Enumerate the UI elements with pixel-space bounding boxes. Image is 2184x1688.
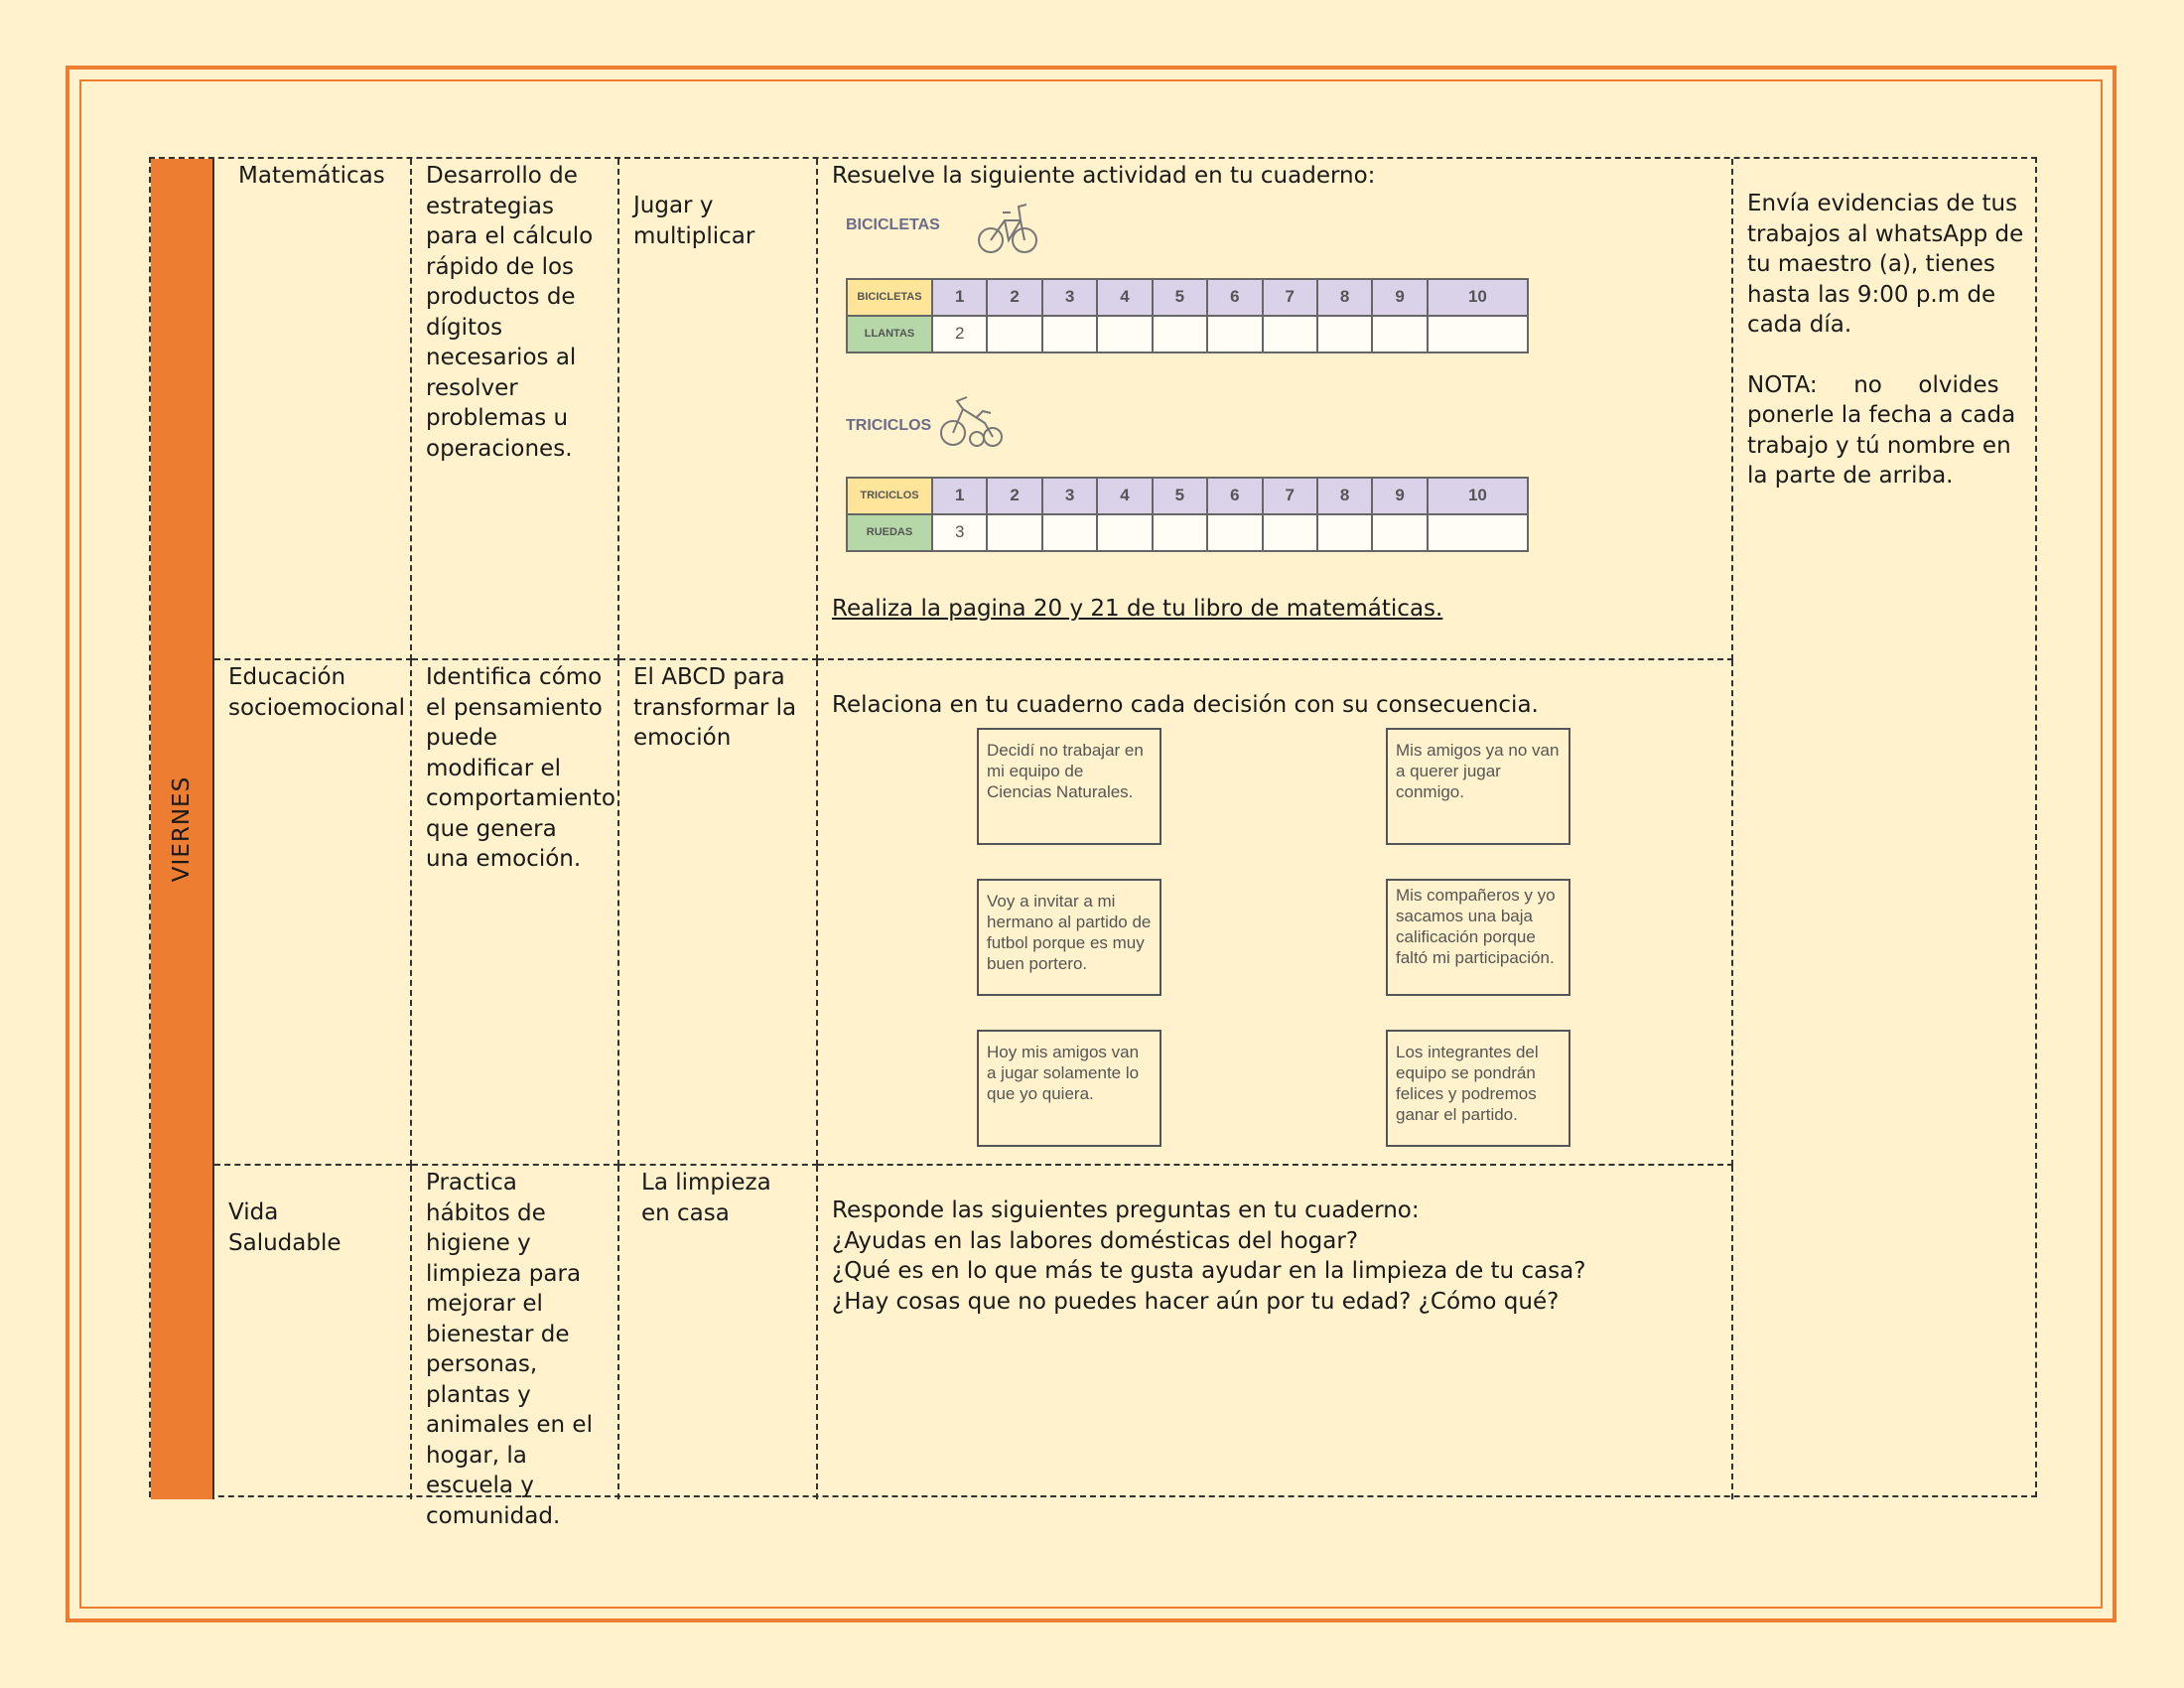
note-cell [1733, 159, 2039, 1499]
table-cell [1372, 316, 1427, 352]
table-cell: 7 [1263, 478, 1317, 514]
bicycles-label: BICICLETAS [846, 216, 940, 233]
reminder-line: trabajo y tú nombre en [1747, 432, 2011, 459]
decision-card: Decidí no trabajar en mi equipo de Ciencias Naturales. [977, 728, 1161, 845]
learning-cell-health [412, 1166, 619, 1529]
table-cell [1263, 316, 1317, 352]
reminder-line: ponerle la fecha a cada [1747, 402, 2016, 428]
day-column [151, 159, 214, 1499]
topic-text: El ABCD para transformar la emoción [633, 664, 797, 751]
table-cell: 2 [987, 279, 1041, 316]
consequence-card: Mis compañeros y yo sacamos una baja calificación porque faltó mi participación. [1386, 879, 1570, 996]
table-cell [1372, 514, 1427, 551]
consequence-card: Mis amigos ya no van a querer jugar conmigo. [1386, 728, 1570, 845]
question-item: ¿Ayudas en las labores domésticas del hogar? [832, 1227, 1359, 1254]
table-cell: 5 [1153, 279, 1207, 316]
table-cell [1153, 316, 1207, 352]
learning-cell-math [412, 159, 619, 660]
table-cell [1263, 514, 1317, 551]
table-cell [1042, 514, 1097, 551]
subject-label: Educación socioemocional [228, 664, 405, 721]
learning-text: Desarrollo de estrategias para el cálculo rápido de los productos de dígitos necesarios al resolver problemas u operaciones. [426, 163, 594, 462]
topic-cell-emotional [619, 660, 818, 1166]
bicycle-icon [975, 195, 1040, 260]
table-cell: 2 [932, 316, 987, 352]
table-cell: 4 [1097, 478, 1152, 514]
table-cell: 9 [1372, 279, 1427, 316]
tricycles-table [846, 477, 1529, 552]
table-cell: 6 [1207, 478, 1262, 514]
table-cell: 2 [987, 478, 1041, 514]
table-cell [1207, 316, 1262, 352]
spacer [1747, 341, 2025, 370]
activity-instruction: Relaciona en tu cuaderno cada decisión con su consecuencia. [832, 692, 1539, 718]
table-cell [1097, 316, 1152, 352]
table-cell: 9 [1372, 478, 1427, 514]
table-cell: 10 [1428, 279, 1528, 316]
reminder-line: la parte de arriba. [1747, 463, 1954, 489]
table-cell: 3 [1042, 478, 1097, 514]
table-cell: 1 [932, 478, 987, 514]
tricycles-label: TRICICLOS [846, 417, 932, 434]
table-cell: 8 [1317, 478, 1372, 514]
table-cell [1207, 514, 1262, 551]
topic-cell-math [619, 159, 818, 660]
question-item: ¿Hay cosas que no puedes hacer aún por tu edad? ¿Cómo qué? [832, 1288, 1560, 1315]
learning-text: Identifica cómo el pensamiento puede modificar el comportamiento que genera una emoción. [426, 664, 615, 872]
evidence-note: Envía evidencias de tus trabajos al whatsApp de tu maestro (a), tienes hasta las 9:00 p.m de cada día. [1747, 191, 2024, 338]
table-cell [987, 514, 1041, 551]
table-row-label: RUEDAS [847, 514, 932, 551]
activity-cell-math [818, 159, 1733, 660]
subject-cell-math [214, 159, 412, 660]
tricycle-icon [937, 389, 1013, 451]
table-row-label: LLANTAS [847, 316, 932, 352]
activity-cell-health [818, 1166, 1733, 1499]
table-cell [1042, 316, 1097, 352]
table-cell [987, 316, 1041, 352]
table-cell: 5 [1153, 478, 1207, 514]
table-cell: 8 [1317, 279, 1372, 316]
table-cell: 4 [1097, 279, 1152, 316]
schedule-table [149, 157, 2037, 1529]
subject-label: Matemáticas [238, 163, 385, 189]
table-cell [1317, 316, 1372, 352]
table-cell: 3 [1042, 279, 1097, 316]
subject-cell-health [214, 1166, 412, 1499]
table-cell [1153, 514, 1207, 551]
table-cell: 3 [932, 514, 987, 551]
subject-label: Vida Saludable [228, 1199, 341, 1256]
decision-card: Hoy mis amigos van a jugar solamente lo que yo quiera. [977, 1030, 1161, 1147]
table-cell: 10 [1428, 478, 1528, 514]
book-task: Realiza la pagina 20 y 21 de tu libro de matemáticas. [832, 596, 1443, 622]
activity-cell-emotional [818, 660, 1733, 1166]
activity-instruction: Responde las siguientes preguntas en tu cuaderno: [832, 1197, 1420, 1223]
table-header-label: TRICICLOS [847, 478, 932, 514]
table-cell [1428, 316, 1528, 352]
activity-instruction: Resuelve la siguiente actividad en tu cuaderno: [832, 163, 1376, 189]
topic-cell-health [619, 1166, 818, 1499]
decision-card: Voy a invitar a mi hermano al partido de futbol porque es muy buen portero. [977, 879, 1161, 996]
table-cell [1317, 514, 1372, 551]
reminder-line: NOTA: no olvides [1747, 371, 1999, 398]
subject-cell-emotional [214, 660, 412, 1166]
table-header-label: BICICLETAS [847, 279, 932, 316]
table-cell: 1 [932, 279, 987, 316]
bicycles-table [846, 278, 1529, 353]
table-cell: 7 [1263, 279, 1317, 316]
consequence-card: Los integrantes del equipo se pondrán felices y podremos ganar el partido. [1386, 1030, 1570, 1147]
topic-text: Jugar y multiplicar [633, 193, 755, 249]
table-cell: 6 [1207, 279, 1262, 316]
day-label: VIERNES [168, 775, 195, 883]
table-cell [1097, 514, 1152, 551]
topic-text: La limpieza en casa [641, 1170, 771, 1226]
learning-text: Practica hábitos de higiene y limpieza para mejorar el bienestar de personas, plantas y animales en el hogar, la escuela y comunidad. [426, 1170, 593, 1529]
learning-cell-emotional [412, 660, 619, 1166]
table-cell [1428, 514, 1528, 551]
question-item: ¿Qué es en lo que más te gusta ayudar en la limpieza de tu casa? [832, 1258, 1586, 1284]
